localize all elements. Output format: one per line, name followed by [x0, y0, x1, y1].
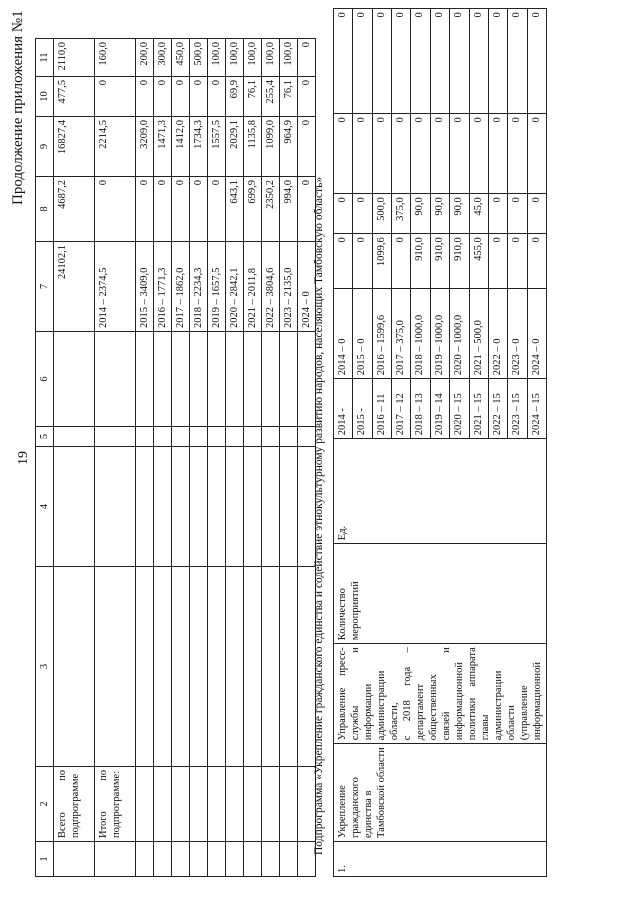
subtotal-col7: 2020 – 2842,1	[226, 242, 244, 332]
item-col8: 0	[527, 234, 546, 289]
total-label-b: по	[57, 770, 68, 781]
item-col10: 0	[488, 114, 507, 194]
empty-cell	[136, 332, 154, 427]
subtotal-col11: 100,0	[280, 39, 298, 77]
subtotal-col8: 643,1	[226, 177, 244, 242]
column-number-9: 9	[36, 117, 54, 177]
subtotal-col7: 2017 – 1862,0	[172, 242, 190, 332]
empty-cell	[280, 767, 298, 842]
empty-cell	[172, 447, 190, 567]
empty-cell	[136, 767, 154, 842]
empty-cell	[95, 332, 136, 427]
subtotal-col9: 0	[298, 117, 316, 177]
subtotal-col10: 69,9	[226, 77, 244, 117]
cell-line: (управление	[519, 685, 530, 741]
page-number: 19	[16, 451, 31, 465]
item-col9: 0	[508, 194, 527, 234]
empty-cell	[54, 332, 95, 427]
item-funding: 2017 – 375,0	[392, 289, 411, 379]
empty-cell	[54, 567, 95, 767]
cell-line: Управление пресс-	[337, 647, 348, 741]
empty-cell	[226, 332, 244, 427]
empty-cell	[172, 332, 190, 427]
cell-line: с 2018 года –	[402, 647, 413, 741]
subtotal-col8: 0	[208, 177, 226, 242]
column-number-4: 4	[36, 447, 54, 567]
item-col11: 0	[334, 9, 353, 114]
empty-cell	[208, 332, 226, 427]
subtotal-col7: 2014 – 2374,5	[95, 242, 136, 332]
item-col9: 90,0	[430, 194, 449, 234]
total-label-c: подпрограмме	[70, 773, 81, 838]
empty-cell	[208, 447, 226, 567]
item-col11: 0	[469, 9, 488, 114]
item-target: 2021 – 15	[469, 379, 488, 439]
subtotal-col9: 1557,5	[208, 117, 226, 177]
item-col9: 500,0	[372, 194, 391, 234]
empty-cell	[244, 842, 262, 877]
subtotal-col10: 76,1	[280, 77, 298, 117]
subtotal-col7: 2018 – 2234,3	[190, 242, 208, 332]
item-col9: 90,0	[411, 194, 430, 234]
subtotal-col9: 1099,0	[262, 117, 280, 177]
cell-line: администрации	[493, 670, 504, 741]
item-target: 2015 -	[353, 379, 372, 439]
item-funding: 2019 – 1000,0	[430, 289, 449, 379]
empty-cell	[262, 427, 280, 447]
subtotal-col7: 2019 – 1657,5	[208, 242, 226, 332]
cell-line: Укрепление	[337, 785, 348, 838]
item-target: 2023 – 15	[508, 379, 527, 439]
subtotal-label-b: по	[98, 770, 109, 781]
item-indicator	[334, 544, 547, 644]
subtotal-col9: 1734,3	[190, 117, 208, 177]
item-executor	[334, 644, 547, 744]
column-number-10: 10	[36, 77, 54, 117]
item-funding: 2021 – 500,0	[469, 289, 488, 379]
subtotal-label-a: Итого	[98, 811, 109, 838]
cell-line: информационной	[454, 662, 465, 741]
subtotal-col7: 2023 – 2135,0	[280, 242, 298, 332]
item-col8: 1099,6	[372, 234, 391, 289]
empty-cell	[262, 332, 280, 427]
item-col9: 375,0	[392, 194, 411, 234]
subtotal-col10: 0	[172, 77, 190, 117]
item-col11: 0	[392, 9, 411, 114]
cell-line: главы	[480, 714, 491, 741]
item-target: 2019 – 14	[430, 379, 449, 439]
empty-cell	[280, 842, 298, 877]
item-funding: 2016 – 1599,6	[372, 289, 391, 379]
total-label-a: Всего	[57, 812, 68, 838]
item-funding: 2022 – 0	[488, 289, 507, 379]
item-col8: 455,0	[469, 234, 488, 289]
cell-line: Количество	[337, 588, 348, 641]
subtotal-col10: 0	[298, 77, 316, 117]
cell-line: департамент	[415, 683, 426, 741]
empty-cell	[136, 427, 154, 447]
empty-cell	[154, 447, 172, 567]
empty-cell	[244, 767, 262, 842]
subtotal-col9: 1135,8	[244, 117, 262, 177]
empty-cell	[154, 567, 172, 767]
cell-line: службы и	[350, 647, 361, 741]
column-number-5: 5	[36, 427, 54, 447]
item-col8: 0	[334, 234, 353, 289]
empty-cell	[172, 767, 190, 842]
appendix-label: Продолжение приложения №1	[10, 10, 26, 205]
empty-cell	[154, 427, 172, 447]
subtotal-col8: 0	[154, 177, 172, 242]
empty-cell	[262, 447, 280, 567]
subtotal-col11: 100,0	[226, 39, 244, 77]
item-col11: 0	[411, 9, 430, 114]
item-funding: 2023 – 0	[508, 289, 527, 379]
subtotal-col10: 0	[190, 77, 208, 117]
item-col9: 0	[334, 194, 353, 234]
empty-cell	[208, 842, 226, 877]
cell-line: области	[506, 705, 517, 741]
total-label	[54, 767, 95, 842]
empty-cell	[136, 447, 154, 567]
empty-cell	[154, 842, 172, 877]
empty-cell	[95, 447, 136, 567]
subtotal-col7: 2022 – 3804,6	[262, 242, 280, 332]
empty-cell	[208, 567, 226, 767]
cell-line: общественных	[428, 674, 439, 741]
subtotal-label	[95, 767, 136, 842]
empty-cell	[172, 842, 190, 877]
subtotal-col11: 160,0	[95, 39, 136, 77]
cell-line: области,	[389, 702, 400, 741]
total-col11: 2110,0	[54, 39, 95, 77]
empty-cell	[280, 332, 298, 427]
item-col9: 0	[527, 194, 546, 234]
empty-cell	[226, 447, 244, 567]
cell-line: гражданского	[350, 777, 361, 838]
subtotal-col7: 2021 – 2011,8	[244, 242, 262, 332]
item-col11: 0	[527, 9, 546, 114]
cell-line: администрации	[376, 670, 387, 741]
item-col10: 0	[353, 114, 372, 194]
subtotal-col9: 2214,5	[95, 117, 136, 177]
total-col8: 4687,2	[54, 177, 95, 242]
empty-cell	[226, 767, 244, 842]
subtotal-col10: 255,4	[262, 77, 280, 117]
column-number-11: 11	[36, 39, 54, 77]
item-col8: 0	[353, 234, 372, 289]
subtotal-col11: 100,0	[208, 39, 226, 77]
item-col11: 0	[450, 9, 469, 114]
empty-cell	[280, 447, 298, 567]
empty-cell	[262, 842, 280, 877]
item-funding: 2020 – 1000,0	[450, 289, 469, 379]
item-col11: 0	[353, 9, 372, 114]
item-target: 2022 – 15	[488, 379, 507, 439]
empty-cell	[54, 447, 95, 567]
subtotal-col8: 0	[190, 177, 208, 242]
column-number-8: 8	[36, 177, 54, 242]
item-target: 2018 – 13	[411, 379, 430, 439]
empty-cell	[154, 767, 172, 842]
item-col9: 0	[353, 194, 372, 234]
empty-cell	[172, 427, 190, 447]
empty-cell	[208, 427, 226, 447]
cell-line: Тамбовской области	[376, 747, 387, 838]
cell-line: политики аппарата	[467, 647, 478, 741]
empty-cell	[54, 842, 95, 877]
item-col10: 0	[508, 114, 527, 194]
item-col8: 910,0	[430, 234, 449, 289]
item-funding: 2014 – 0	[334, 289, 353, 379]
total-col7: 24102,1	[54, 242, 95, 332]
empty-cell	[244, 447, 262, 567]
item-target: 2024 – 15	[527, 379, 546, 439]
empty-cell	[190, 567, 208, 767]
cell-line: информации	[363, 683, 374, 741]
item-unit: Ед.	[334, 439, 547, 544]
subtotal-col10: 76,1	[244, 77, 262, 117]
subtotal-col9: 2029,1	[226, 117, 244, 177]
column-number-6: 6	[36, 332, 54, 427]
empty-cell	[54, 427, 95, 447]
subtotal-col9: 1471,3	[154, 117, 172, 177]
subtotal-col7: 2024 – 0	[298, 242, 316, 332]
item-col8: 0	[392, 234, 411, 289]
item-target: 2016 – 11	[372, 379, 391, 439]
item-col11: 0	[372, 9, 391, 114]
item-name	[334, 744, 547, 842]
item-funding: 2015 – 0	[353, 289, 372, 379]
empty-cell	[154, 332, 172, 427]
empty-cell	[172, 567, 190, 767]
empty-cell	[244, 567, 262, 767]
item-col10: 0	[469, 114, 488, 194]
subtotal-label-c: подпрограмме:	[111, 770, 122, 838]
item-col10: 0	[430, 114, 449, 194]
subtotal-col10: 0	[136, 77, 154, 117]
subtotal-col11: 100,0	[244, 39, 262, 77]
item-col10: 0	[527, 114, 546, 194]
item-target: 2017 – 12	[392, 379, 411, 439]
subtotal-col11: 500,0	[190, 39, 208, 77]
subtotal-col8: 699,9	[244, 177, 262, 242]
empty-cell	[190, 332, 208, 427]
item-col8: 910,0	[411, 234, 430, 289]
total-col9: 16827,4	[54, 117, 95, 177]
subprogram-title: Подпрограмма «Укрепление гражданского единства и содействие этнокультурному развитию народов, населяющих Тамбовскую область»	[313, 176, 325, 855]
item-col11: 0	[430, 9, 449, 114]
subtotal-col9: 1412,0	[172, 117, 190, 177]
empty-cell	[208, 767, 226, 842]
item-col8: 0	[508, 234, 527, 289]
empty-cell	[280, 427, 298, 447]
item-col9: 90,0	[450, 194, 469, 234]
subtotal-col8: 0	[172, 177, 190, 242]
subtotal-col10: 0	[95, 77, 136, 117]
subtotal-col7: 2016 – 1771,3	[154, 242, 172, 332]
subtotal-col9: 964,9	[280, 117, 298, 177]
total-col10: 477,5	[54, 77, 95, 117]
item-col10: 0	[411, 114, 430, 194]
empty-cell	[190, 767, 208, 842]
subtotal-col10: 0	[154, 77, 172, 117]
empty-cell	[136, 567, 154, 767]
item-col10: 0	[392, 114, 411, 194]
cell-line: мероприятий	[350, 581, 361, 641]
item-col10: 0	[334, 114, 353, 194]
empty-cell	[244, 427, 262, 447]
item-col8: 0	[488, 234, 507, 289]
activity-table	[333, 8, 547, 877]
empty-cell	[226, 567, 244, 767]
subtotal-col9: 3209,0	[136, 117, 154, 177]
empty-cell	[262, 567, 280, 767]
item-target: 2014 -	[334, 379, 353, 439]
empty-cell	[280, 567, 298, 767]
cell-line: единства в	[363, 790, 374, 838]
empty-cell	[226, 427, 244, 447]
empty-cell	[190, 842, 208, 877]
item-col10: 0	[450, 114, 469, 194]
cell-line: связей и	[441, 647, 452, 741]
item-col11: 0	[508, 9, 527, 114]
empty-cell	[262, 767, 280, 842]
subtotal-col8: 0	[298, 177, 316, 242]
item-target: 2020 – 15	[450, 379, 469, 439]
item-funding: 2018 – 1000,0	[411, 289, 430, 379]
item-funding: 2024 – 0	[527, 289, 546, 379]
subtotal-col7: 2015 – 3409,0	[136, 242, 154, 332]
item-col11: 0	[488, 9, 507, 114]
item-col9: 0	[488, 194, 507, 234]
column-number-2: 2	[36, 767, 54, 842]
empty-cell	[244, 332, 262, 427]
subtotal-col8: 994,0	[280, 177, 298, 242]
empty-cell	[95, 427, 136, 447]
empty-cell	[95, 842, 136, 877]
subtotal-col8: 2350,2	[262, 177, 280, 242]
empty-cell	[226, 842, 244, 877]
subtotal-col11: 450,0	[172, 39, 190, 77]
empty-cell	[190, 427, 208, 447]
cell-line: информационной	[532, 662, 543, 741]
column-number-7: 7	[36, 242, 54, 332]
item-col8: 910,0	[450, 234, 469, 289]
budget-table	[35, 38, 316, 877]
item-col9: 45,0	[469, 194, 488, 234]
column-number-3: 3	[36, 567, 54, 767]
empty-cell	[95, 567, 136, 767]
subtotal-col11: 300,0	[154, 39, 172, 77]
column-number-1: 1	[36, 842, 54, 877]
item-col10: 0	[372, 114, 391, 194]
subtotal-col8: 0	[95, 177, 136, 242]
subtotal-col11: 100,0	[262, 39, 280, 77]
subtotal-col11: 0	[298, 39, 316, 77]
empty-cell	[136, 842, 154, 877]
subtotal-col8: 0	[136, 177, 154, 242]
subtotal-col10: 0	[208, 77, 226, 117]
subtotal-col11: 200,0	[136, 39, 154, 77]
empty-cell	[190, 447, 208, 567]
item-number: 1.	[334, 842, 547, 877]
